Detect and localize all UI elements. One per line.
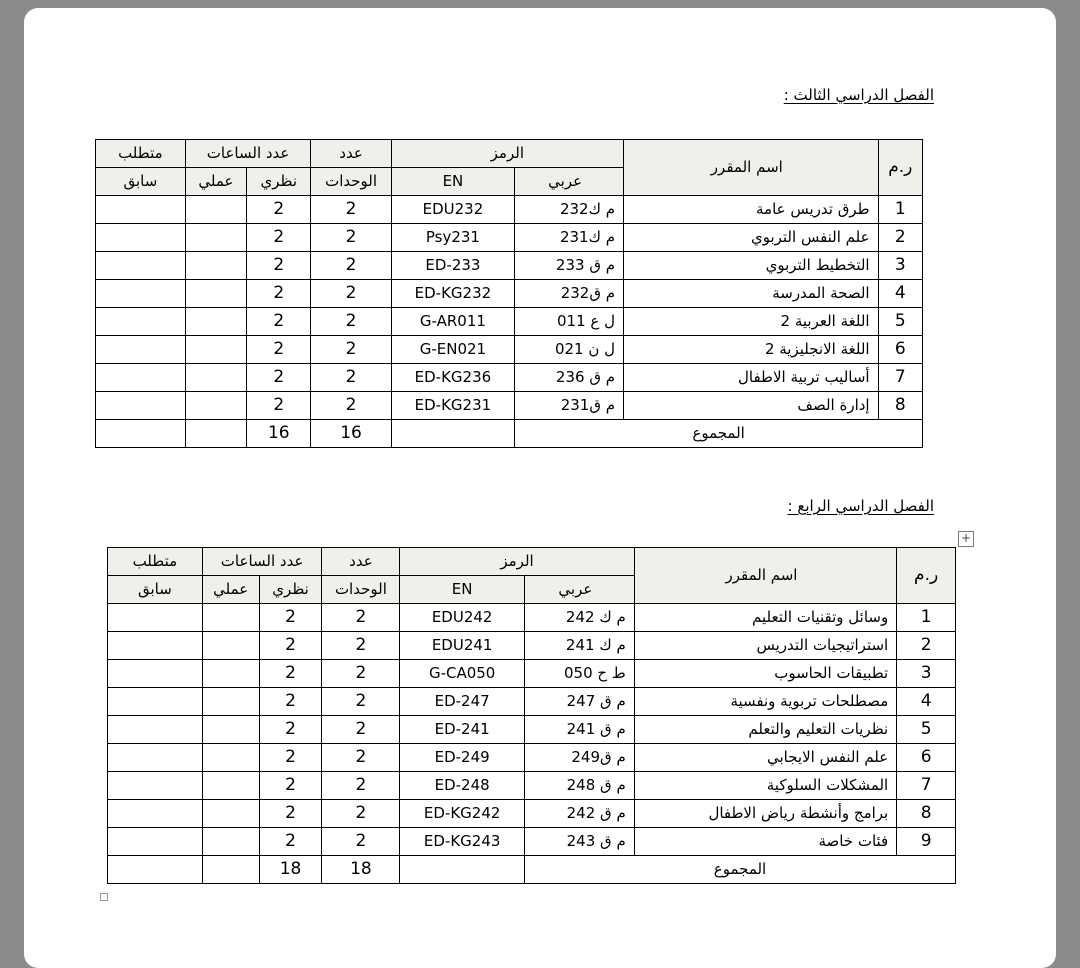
header-theory: نظري (259, 576, 322, 604)
course-name-cell: مصطلحات تربوية ونفسية (634, 688, 897, 716)
practical-hours-cell (202, 604, 259, 632)
units-cell: 2 (311, 364, 391, 392)
units-cell: 2 (322, 660, 400, 688)
code-ar-cell: م ق 243 (525, 828, 635, 856)
table-row (96, 392, 923, 420)
theory-hours-cell: 2 (259, 716, 322, 744)
prerequisite-cell (108, 828, 203, 856)
units-cell: 2 (322, 604, 400, 632)
code-ar-cell: م ك231 (515, 224, 624, 252)
total-row (108, 856, 956, 884)
course-name-cell: علم النفس التربوي (624, 224, 879, 252)
practical-hours-cell (185, 308, 246, 336)
semester4-table (107, 547, 956, 884)
code-ar-cell: م ق 236 (515, 364, 624, 392)
row-num-cell: 6 (878, 336, 922, 364)
practical-hours-cell (202, 772, 259, 800)
header-prereq-top: متطلب (108, 548, 203, 576)
table-row (108, 772, 956, 800)
move-icon[interactable]: + (958, 531, 974, 547)
table-row (96, 364, 923, 392)
theory-hours-cell: 2 (259, 688, 322, 716)
theory-hours-cell: 2 (247, 308, 311, 336)
table-row (108, 660, 956, 688)
units-cell: 2 (322, 716, 400, 744)
row-num-cell: 1 (897, 604, 956, 632)
units-cell: 2 (322, 828, 400, 856)
semester4-title: الفصل الدراسي الرابع : (787, 497, 934, 515)
units-cell: 2 (322, 772, 400, 800)
code-ar-cell: ل ع 011 (515, 308, 624, 336)
course-name-cell: اللغة الانجليزية 2 (624, 336, 879, 364)
code-en-cell: ED-KG231 (391, 392, 515, 420)
practical-hours-cell (202, 632, 259, 660)
header-name: اسم المقرر (634, 548, 897, 604)
row-num-cell: 1 (878, 196, 922, 224)
header-theory: نظري (247, 168, 311, 196)
theory-hours-cell: 2 (247, 224, 311, 252)
prerequisite-cell (96, 392, 186, 420)
code-en-cell: ED-233 (391, 252, 515, 280)
row-num-cell: 3 (897, 660, 956, 688)
total-label: المجموع (525, 856, 956, 884)
header-units-bottom: الوحدات (311, 168, 391, 196)
semester3-title: الفصل الدراسي الثالث : (783, 86, 934, 104)
header-prereq-bottom: سابق (108, 576, 203, 604)
semester3-table (95, 139, 923, 448)
units-cell: 2 (322, 744, 400, 772)
code-ar-cell: م ق231 (515, 392, 624, 420)
practical-hours-cell (202, 828, 259, 856)
header-hours: عدد الساعات (202, 548, 322, 576)
table-row (108, 604, 956, 632)
course-name-cell: علم النفس الايجابي (634, 744, 897, 772)
practical-hours-cell (202, 660, 259, 688)
code-en-cell: ED-247 (400, 688, 525, 716)
table-row (108, 632, 956, 660)
code-ar-cell: م ك 242 (525, 604, 635, 632)
prerequisite-cell (108, 604, 203, 632)
prerequisite-cell (108, 800, 203, 828)
prerequisite-cell (108, 744, 203, 772)
theory-hours-cell: 2 (247, 364, 311, 392)
course-name-cell: برامج وأنشطة رياض الاطفال (634, 800, 897, 828)
theory-hours-cell: 2 (259, 604, 322, 632)
units-cell: 2 (311, 392, 391, 420)
code-ar-cell: م ق249 (525, 744, 635, 772)
course-name-cell: تطبيقات الحاسوب (634, 660, 897, 688)
header-num: ر.م (878, 140, 922, 196)
code-en-cell: ED-KG236 (391, 364, 515, 392)
row-num-cell: 4 (878, 280, 922, 308)
semester3-body (96, 196, 923, 448)
code-en-cell: ED-248 (400, 772, 525, 800)
code-ar-cell: ط ح 050 (525, 660, 635, 688)
practical-hours-cell (202, 688, 259, 716)
row-num-cell: 5 (897, 716, 956, 744)
code-ar-cell: م ق 248 (525, 772, 635, 800)
course-name-cell: استراتيجيات التدريس (634, 632, 897, 660)
header-prereq-bottom: سابق (96, 168, 186, 196)
code-en-cell: G-AR011 (391, 308, 515, 336)
prerequisite-cell (96, 252, 186, 280)
prerequisite-cell (108, 772, 203, 800)
resize-icon[interactable] (100, 893, 108, 901)
code-en-cell: EDU242 (400, 604, 525, 632)
header-code: الرمز (391, 140, 623, 168)
table-row (108, 800, 956, 828)
total-theory: 16 (247, 420, 311, 448)
practical-hours-cell (185, 252, 246, 280)
prerequisite-cell (108, 660, 203, 688)
practical-hours-cell (202, 716, 259, 744)
header-code-ar: عربي (525, 576, 635, 604)
units-cell: 2 (322, 632, 400, 660)
code-ar-cell: م ق 233 (515, 252, 624, 280)
row-num-cell: 3 (878, 252, 922, 280)
row-num-cell: 9 (897, 828, 956, 856)
row-num-cell: 5 (878, 308, 922, 336)
code-en-cell: G-EN021 (391, 336, 515, 364)
table-row (108, 744, 956, 772)
theory-hours-cell: 2 (247, 336, 311, 364)
header-code-en: EN (400, 576, 525, 604)
course-name-cell: نظريات التعليم والتعلم (634, 716, 897, 744)
theory-hours-cell: 2 (259, 772, 322, 800)
table-row (96, 224, 923, 252)
row-num-cell: 6 (897, 744, 956, 772)
row-num-cell: 8 (897, 800, 956, 828)
row-num-cell: 7 (897, 772, 956, 800)
header-name: اسم المقرر (624, 140, 879, 196)
prerequisite-cell (108, 632, 203, 660)
units-cell: 2 (311, 336, 391, 364)
code-ar-cell: م ق 242 (525, 800, 635, 828)
theory-hours-cell: 2 (259, 828, 322, 856)
header-units-top: عدد (322, 548, 400, 576)
total-label: المجموع (515, 420, 923, 448)
row-num-cell: 4 (897, 688, 956, 716)
units-cell: 2 (311, 196, 391, 224)
header-units-top: عدد (311, 140, 391, 168)
course-name-cell: إدارة الصف (624, 392, 879, 420)
prerequisite-cell (96, 308, 186, 336)
header-code-ar: عربي (515, 168, 624, 196)
table-row (108, 688, 956, 716)
semester4-body (108, 604, 956, 884)
total-row (96, 420, 923, 448)
total-units: 18 (322, 856, 400, 884)
code-en-cell: EDU232 (391, 196, 515, 224)
table-row (96, 308, 923, 336)
header-prereq-top: متطلب (96, 140, 186, 168)
total-prereq (108, 856, 203, 884)
prerequisite-cell (96, 196, 186, 224)
theory-hours-cell: 2 (247, 280, 311, 308)
units-cell: 2 (311, 308, 391, 336)
row-num-cell: 2 (897, 632, 956, 660)
header-practical: عملي (185, 168, 246, 196)
code-ar-cell: م ق 247 (525, 688, 635, 716)
code-en-cell: Psy231 (391, 224, 515, 252)
code-en-cell: ED-KG232 (391, 280, 515, 308)
code-en-cell: EDU241 (400, 632, 525, 660)
prerequisite-cell (108, 688, 203, 716)
prerequisite-cell (108, 716, 203, 744)
total-practical (185, 420, 246, 448)
header-code: الرمز (400, 548, 634, 576)
code-en-cell: ED-249 (400, 744, 525, 772)
prerequisite-cell (96, 364, 186, 392)
units-cell: 2 (311, 252, 391, 280)
practical-hours-cell (185, 280, 246, 308)
header-practical: عملي (202, 576, 259, 604)
practical-hours-cell (185, 364, 246, 392)
practical-hours-cell (202, 744, 259, 772)
header-num: ر.م (897, 548, 956, 604)
theory-hours-cell: 2 (259, 800, 322, 828)
theory-hours-cell: 2 (259, 632, 322, 660)
practical-hours-cell (202, 800, 259, 828)
table-row (96, 280, 923, 308)
practical-hours-cell (185, 336, 246, 364)
total-empty-cell (400, 856, 525, 884)
table-row (108, 828, 956, 856)
units-cell: 2 (311, 280, 391, 308)
theory-hours-cell: 2 (247, 392, 311, 420)
practical-hours-cell (185, 224, 246, 252)
table-row (96, 196, 923, 224)
course-name-cell: التخطيط التربوي (624, 252, 879, 280)
prerequisite-cell (96, 224, 186, 252)
theory-hours-cell: 2 (259, 744, 322, 772)
course-name-cell: أساليب تربية الاطفال (624, 364, 879, 392)
code-en-cell: ED-KG243 (400, 828, 525, 856)
code-en-cell: ED-241 (400, 716, 525, 744)
units-cell: 2 (322, 800, 400, 828)
theory-hours-cell: 2 (247, 196, 311, 224)
course-name-cell: فئات خاصة (634, 828, 897, 856)
total-theory: 18 (259, 856, 322, 884)
code-ar-cell: م ك232 (515, 196, 624, 224)
code-ar-cell: م ك 241 (525, 632, 635, 660)
prerequisite-cell (96, 336, 186, 364)
code-ar-cell: م ق232 (515, 280, 624, 308)
course-name-cell: المشكلات السلوكية (634, 772, 897, 800)
code-ar-cell: م ق 241 (525, 716, 635, 744)
code-ar-cell: ل ن 021 (515, 336, 624, 364)
row-num-cell: 7 (878, 364, 922, 392)
units-cell: 2 (322, 688, 400, 716)
units-cell: 2 (311, 224, 391, 252)
course-name-cell: الصحة المدرسة (624, 280, 879, 308)
total-prereq (96, 420, 186, 448)
row-num-cell: 8 (878, 392, 922, 420)
row-num-cell: 2 (878, 224, 922, 252)
code-en-cell: ED-KG242 (400, 800, 525, 828)
header-code-en: EN (391, 168, 515, 196)
course-name-cell: طرق تدريس عامة (624, 196, 879, 224)
practical-hours-cell (185, 392, 246, 420)
header-units-bottom: الوحدات (322, 576, 400, 604)
total-units: 16 (311, 420, 391, 448)
table-row (108, 716, 956, 744)
table-row (96, 252, 923, 280)
prerequisite-cell (96, 280, 186, 308)
total-empty-cell (391, 420, 515, 448)
total-practical (202, 856, 259, 884)
practical-hours-cell (185, 196, 246, 224)
header-hours: عدد الساعات (185, 140, 311, 168)
table-row (96, 336, 923, 364)
course-name-cell: اللغة العربية 2 (624, 308, 879, 336)
theory-hours-cell: 2 (247, 252, 311, 280)
theory-hours-cell: 2 (259, 660, 322, 688)
code-en-cell: G-CA050 (400, 660, 525, 688)
course-name-cell: وسائل وتقنيات التعليم (634, 604, 897, 632)
